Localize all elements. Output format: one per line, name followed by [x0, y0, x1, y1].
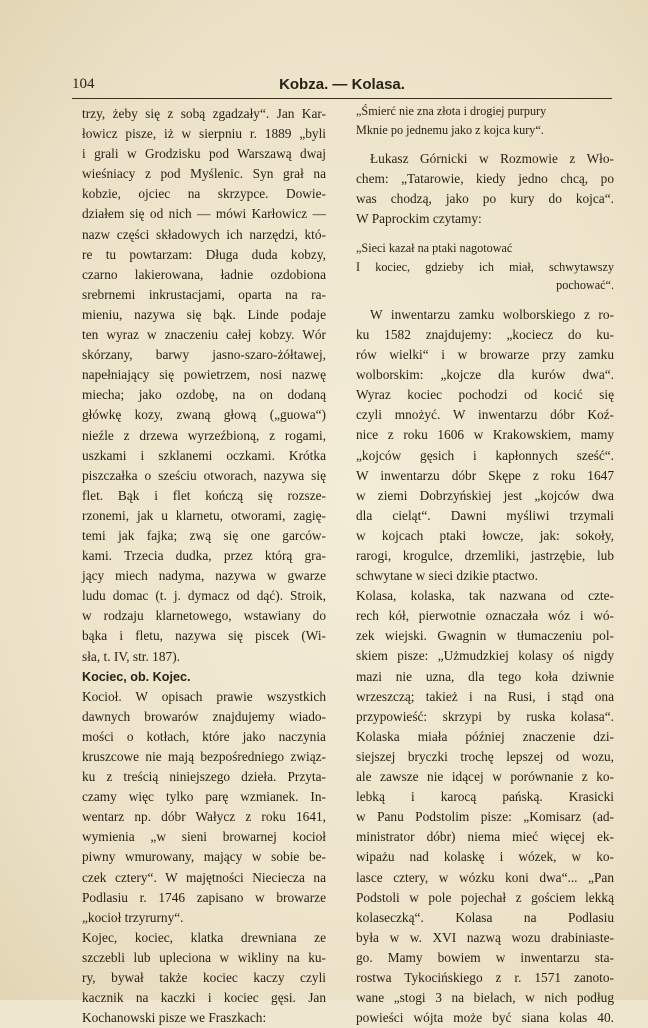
text-line: temi jak fajka; zwą się one garców- — [82, 527, 326, 543]
text-line: ten wyraz w znaczeniu całej kobzy. Wór — [82, 327, 326, 343]
text-line: wrzeszczą; takież i na Rusi, i stąd ona — [356, 688, 614, 704]
text-line: flet. Bąk i flet kończą się rozsze- — [82, 487, 326, 503]
text-line: ludu domac (t. j. dymacz od dąć). Stroik, — [82, 588, 326, 604]
text-line: mazi nie uzna, dla tego koła dziwnie — [356, 668, 614, 684]
text-line: kacznik na kaczki i kociec gęsi. Jan — [82, 990, 326, 1006]
text-line: i grali w Grodzisku pod Warszawą dwaj — [82, 146, 326, 162]
text-line: nice z roku 1606 w Krakowskiem, mamy — [356, 427, 614, 443]
text-line: srebrnemi inkrustacjami, oparta na ra- — [82, 286, 326, 302]
text-line: lasce cztery, w wózku koni dwa“... „Pan — [356, 869, 614, 885]
text-line: czamy więc tylko parę wzmianek. In- — [82, 789, 326, 805]
text-line: wieśniacy z pod Myślenic. Syn grał na — [82, 166, 326, 182]
text-line: ry, bywał także kociec kaczy czyli — [82, 970, 326, 986]
text-line: „kojców gęsich i kapłonnych sześć“. — [356, 447, 614, 463]
entry-heading-kolasa: Kolasa, kolaska, tak nazwana od czte- — [356, 588, 614, 604]
text-line: jący miech nadyma, nazywa w gwarze — [82, 568, 326, 584]
text-line: rarogi, krogulce, drzemliki, jastrzębie, lub — [356, 548, 614, 563]
text-line: czyli mnożyć. W inwentarzu dóbr Koź- — [356, 407, 614, 423]
text-line: lebką i karocą pańską. Krasicki — [356, 789, 614, 805]
text-line: nazw części składowych ich narzędzi, któ- — [82, 226, 326, 242]
text-line: sła, t. IV, str. 187). — [82, 648, 180, 664]
text-line: bąka i fletu, nazywa się piscek (Wi- — [82, 628, 326, 644]
quote-line: pochować“. — [556, 278, 614, 293]
text-line: Łukasz Górnicki w Rozmowie z Wło- — [370, 151, 614, 166]
text-line: skórzany, barwy jasno-szaro-żółtawej, — [82, 347, 326, 363]
right-column — [356, 104, 614, 1028]
text-line: W inwentarzu dóbr Skępe z roku 1647 — [356, 467, 614, 483]
text-line: przypowieść: skrzypi by ruska kolasa“. — [356, 708, 614, 724]
text-line: W inwentarzu zamku wolborskiego z ro- — [370, 306, 614, 322]
text-line: czek cztery“. W majętności Nieciecza na — [82, 869, 326, 885]
entry-heading-kojec: Kojec, kociec, klatka drewniana ze — [82, 929, 326, 945]
text-line: piwny wmurowany, mający w sobie be- — [82, 849, 326, 865]
page-header — [72, 76, 612, 99]
quote-line: Mknie po jednemu jako z kojca kury“. — [356, 122, 544, 137]
text-line: zek wiejski. Gwagnin w tłumaczeniu pol- — [356, 628, 614, 644]
text-line: w rodzaju klarnetowego, wstawiany do — [82, 608, 326, 624]
quote-line: „Śmierć nie zna złota i drogiej purpury — [356, 104, 547, 118]
text-line: „kocioł trzyrurny“. — [82, 909, 184, 925]
text-line: kruszcowe nie mają bezpośredniego związ- — [82, 749, 326, 764]
text-line: w ziemi Dobrzyńskiej jest „kojców dwa — [356, 487, 614, 503]
text-line: dla cieląt“. Dawni myśliwi trzymali — [356, 507, 614, 523]
text-line: Wyraz kociec pochodzi od kocić się — [356, 387, 614, 403]
text-line: Podstoli w pole pojechał z gościem lekką — [356, 889, 614, 905]
text-line: W Paprockim czytamy: — [356, 211, 482, 227]
text-line: szczebli lub upleciona w wikliny na ku- — [82, 949, 326, 965]
text-line: kolaseczką“. Kolasa na Podlasiu — [356, 909, 614, 925]
text-line: mości o kotłach, które jako naczynia — [82, 728, 326, 744]
text-line: chem: „Tatarowie, kiedy jedno chcą, po — [356, 171, 614, 187]
text-line: miecha; jako ozdobę, na on dodaną — [82, 387, 326, 403]
text-line: ministrator dóbr) niema mieć więcej ek- — [356, 829, 614, 845]
quote-line: „Sieci kazał na ptaki nagotować — [356, 241, 513, 256]
entry-heading-kociol: Kocioł. W opisach prawie wszystkich — [82, 688, 326, 704]
text-line: łowicz pisze, iż w sierpniu r. 1889 „byli — [82, 126, 326, 142]
text-line: powieści wójta może być siana kolas 40. — [356, 1010, 614, 1026]
text-line: kami. Trzecia dudka, przez którą gra- — [82, 548, 326, 564]
text-line: wane „stogi 3 na bielach, w nich podług — [356, 990, 614, 1006]
text-line: napełniający się powietrzem, nosi nazwę — [82, 367, 326, 383]
text-line: Podlasiu r. 1746 zapisano w browarze — [82, 889, 326, 905]
text-line: działem się od nich — mówi Karłowicz — — [82, 206, 326, 222]
text-line: kobzie, ojciec na skrzypce. Dowie- — [82, 186, 326, 202]
entry-heading-kociec: Kociec, ob. Kojec. — [82, 669, 191, 684]
text-line: rech kół, pierwotnie oznaczała wóz i wó- — [356, 608, 614, 624]
text-line: ale zawsze nie idącej w porównanie z ko- — [356, 769, 614, 785]
text-line: Kolaska miała później znaczenie dzi- — [356, 728, 614, 744]
text-line: piszczałka o sześciu otworach, nazywa się — [82, 467, 326, 483]
text-line: schwytane w sieci dzikie ptactwo. — [356, 568, 538, 584]
text-line: czarno lakierowana, ładnie ozdobiona — [82, 266, 326, 282]
paragraph-gornicki — [356, 149, 614, 229]
text-line: mieniu, nazywa się bąk. Linde podaje — [82, 306, 326, 322]
left-column — [82, 104, 326, 1028]
paragraph-inventory — [356, 305, 614, 586]
text-line: wymienia „w sieni browarnej kocioł — [82, 829, 326, 845]
text-line: główkę kozy, zwaną głową („guowa“) — [82, 407, 326, 423]
text-line: w kojcach ptaki łowcze, jak: sokoły, — [356, 527, 614, 543]
quote-line: I kociec, gdzieby ich miał, schwytawszy — [356, 259, 614, 274]
entry-kolasa — [356, 586, 614, 1028]
quote-kochanowski — [356, 102, 614, 139]
running-title: Kobza. — Kolasa. — [279, 76, 405, 93]
text-line: ku 1582 znajdujemy: „kociecz do ku- — [356, 326, 614, 342]
text-line: wipażu nad kolaskę i wózek, w ko- — [356, 849, 614, 865]
text-line: nieźle z drzewa wyrzeźbioną, z rogami, — [82, 427, 326, 443]
text-line: była w w. XVI nazwą wozu drabiniaste- — [356, 929, 614, 945]
text-line: siejszej bryczki trochę lepszej od wozu, — [356, 748, 614, 764]
text-line: ku z treścią niniejszego dzieła. Przyta- — [82, 769, 326, 785]
text-line: uszkami i szklanemi oczkami. Krótka — [82, 447, 326, 463]
page-number: 104 — [72, 76, 95, 92]
text-line: go. Mamy bowiem w inwentarzu sta- — [356, 949, 614, 965]
text-line: w Panu Podstolim pisze: „Komisarz (ad- — [356, 809, 614, 825]
text-line: wolborskim: „kojcze dla kurów dwa“. — [356, 367, 614, 383]
text-line: wentarz np. dóbr Wałycz z roku 1641, — [82, 809, 326, 825]
quote-paprocki — [356, 239, 614, 295]
text-line: rzonemi, jak u klarnetu, otworami, zagię- — [82, 507, 326, 523]
text-line: re tu powtarzam: Długa duda kobzy, — [82, 246, 326, 262]
text-line: skiem pisze: „Użmudzkiej kolasy oś nigdy — [356, 648, 614, 664]
text-line: rów wielki“ i w browarze przy zamku — [356, 347, 614, 363]
text-line: dawnych browarów znajdujemy wiado- — [82, 708, 326, 724]
text-line: trzy, żeby się z sobą zgadzały“. Jan Kar- — [82, 106, 326, 121]
text-line: was chodzą, jako po kury do kojca“. — [356, 191, 614, 207]
text-line: rostwa Tykocińskiego z r. 1571 zanoto- — [356, 969, 614, 985]
text-line: Kochanowski pisze we Fraszkach: — [82, 1010, 267, 1026]
